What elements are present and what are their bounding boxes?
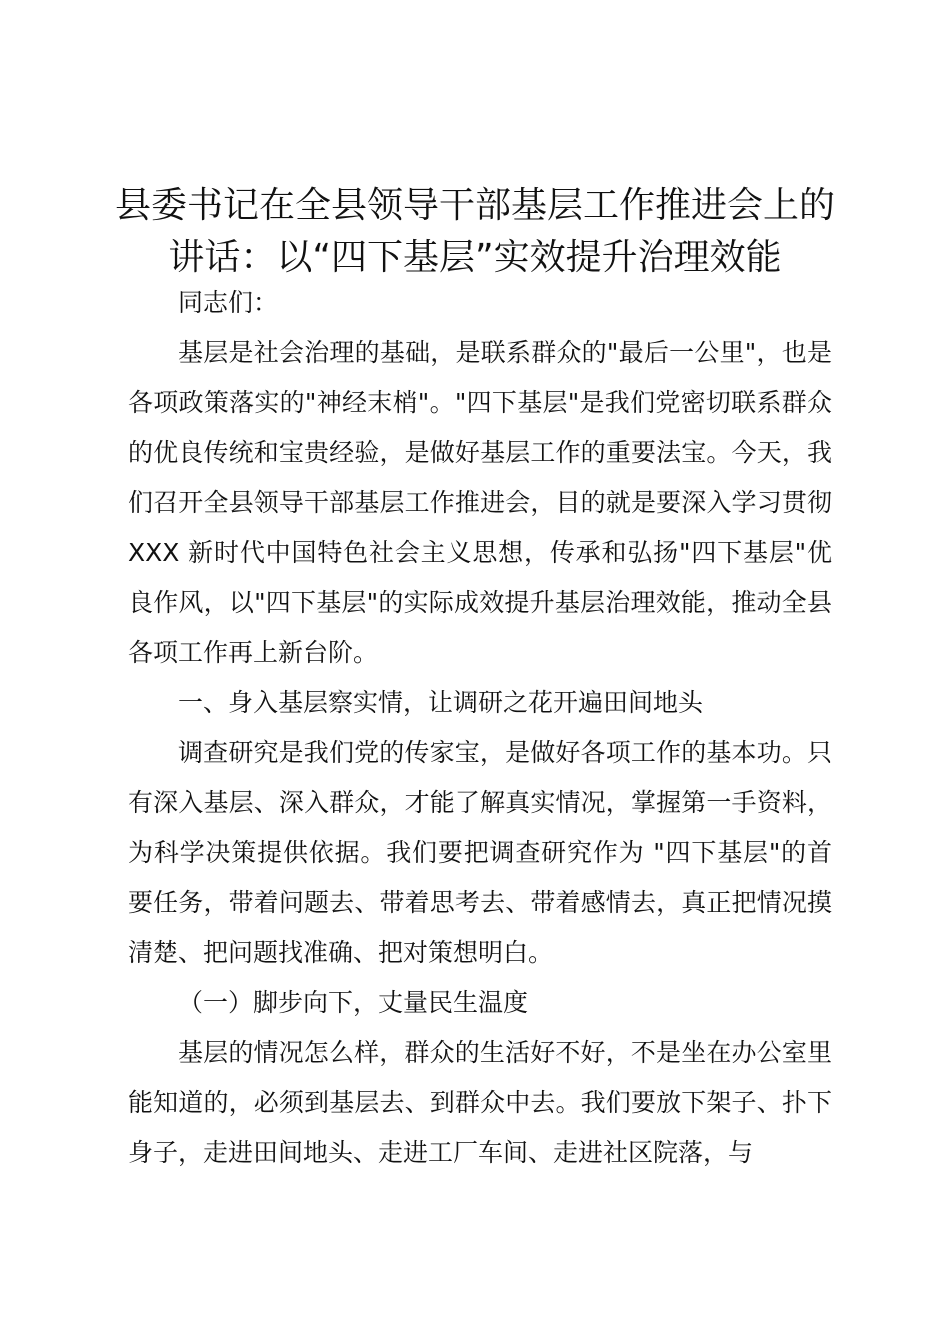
document-body xyxy=(128,278,832,1178)
subsection-1-paragraph: 基层的情况怎么样，群众的生活好不好，不是坐在办公室里能知道的，必须到基层去、到群众中去。我们要放下架子、扑下身子，走进田间地头、走进工厂车间、走进社区院落，与 xyxy=(128,1038,832,1167)
salutation: 同志们： xyxy=(178,288,279,317)
document-title xyxy=(110,180,840,284)
subsection-1-heading: （一）脚步向下，丈量民生温度 xyxy=(178,988,529,1017)
intro-paragraph: 基层是社会治理的基础，是联系群众的"最后一公里"，也是各项政策落实的"神经末梢"。"四下基层"是我们党密切联系群众的优良传统和宝贵经验，是做好基层工作的重要法宝。今天，我们召开全县领导干部基层工作推进会，目的就是要深入学习贯彻 XXX 新时代中国特色社会主义思想，传承和弘扬"四下基层"优良作风，以"四下基层"的实际成效提升基层治理效能，推动全县各项工作再上新台阶。 xyxy=(128,338,832,667)
section-1-paragraph: 调查研究是我们党的传家宝，是做好各项工作的基本功。只有深入基层、深入群众，才能了解真实情况，掌握第一手资料，为科学决策提供依据。我们要把调查研究作为 "四下基层"的首要任务，带着问题去、带着思考去、带着感情去，真正把情况摸清楚、把问题找准确、把对策想明白。 xyxy=(128,738,832,967)
title-line-2: 讲话：以“四下基层”实效提升治理效能 xyxy=(168,237,782,278)
section-1-heading: 一、身入基层察实情，让调研之花开遍田间地头 xyxy=(178,688,704,717)
title-line-1: 县委书记在全县领导干部基层工作推进会上的 xyxy=(114,185,835,226)
